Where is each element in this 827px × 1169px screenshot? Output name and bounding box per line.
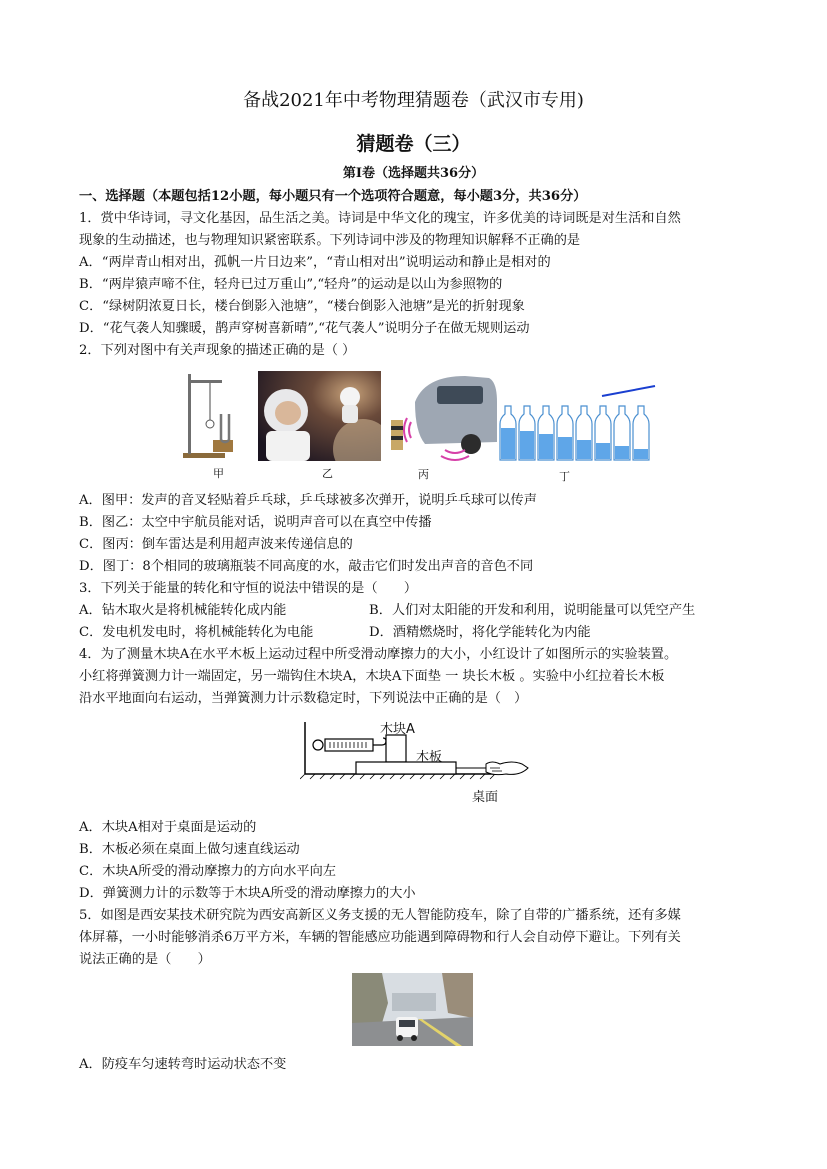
q2-option-b: B．图乙：太空中宇航员能对话，说明声音可以在真空中传播 (79, 515, 432, 530)
q5-option-a: A．防疫车匀速转弯时运动状态不变 (79, 1057, 287, 1072)
q2-option-d: D．图丁：8个相同的玻璃瓶装不同高度的水，敲击它们时发出声音的音色不同 (79, 559, 534, 574)
ultrasonic-wave-icon (404, 418, 411, 442)
q3-option-a: A．钻木取火是将机械能转化成内能 (79, 603, 287, 618)
q3-option-b: B．人们对太阳能的开发和利用，说明能量可以凭空产生 (369, 603, 696, 618)
figure-bing (385, 372, 497, 462)
q4-option-c: C．木块A所受的滑动摩擦力的方向水平向左 (79, 864, 336, 879)
bottle-icon (633, 406, 649, 460)
q4-stem-line-3: 沿水平地面向右运动，当弹簧测力计示数稳定时，下列说法中正确的是（ ） (79, 691, 528, 706)
bottle-icon (519, 406, 535, 460)
q1-option-d: D．“花气袭人知骤暖，鹊声穿树喜新晴”,“花气袭人”说明分子在做无规则运动 (79, 321, 530, 336)
tree-icon (352, 973, 388, 1023)
disinfection-vehicle-photo (352, 973, 473, 1046)
q3-options-row-2 (79, 623, 759, 643)
caption-bing: 丙 (418, 468, 429, 481)
q1-option-b: B．“两岸猿声啼不住，轻舟已过万重山”,“轻舟”的运动是以山为参照物的 (79, 277, 503, 292)
cone-stripe (391, 426, 403, 430)
q3-option-d: D．酒精燃烧时，将化学能转化为内能 (369, 625, 591, 640)
wooden-block-a (386, 735, 406, 762)
figure-yi (258, 371, 381, 461)
figure-jia (183, 368, 253, 460)
q2-stem: 2．下列对图中有关声现象的描述正确的是（ ） (79, 343, 356, 358)
obstacle-cone-icon (391, 420, 403, 450)
exam-title: 备战2021年中考物理猜题卷（武汉市专用) (243, 90, 584, 111)
hook-icon (373, 738, 386, 745)
striking-stick-icon (602, 386, 655, 396)
part-heading: 第Ⅰ卷（选择题共36分） (342, 166, 485, 181)
label-desk: 桌面 (472, 790, 499, 805)
bottle-icon (557, 406, 573, 460)
friction-figure (300, 716, 540, 804)
astronaut-suit (266, 431, 310, 461)
q1-option-c: C．“绿树阴浓夏日长，楼台倒影入池塘”，“楼台倒影入池塘”是光的折射现象 (79, 299, 525, 314)
exam-subtitle: 猜题卷（三） (356, 133, 471, 155)
caption-ding: 丁 (559, 470, 570, 483)
spring-scale-ring-icon (313, 740, 323, 750)
q2-option-a: A．图甲：发声的音叉轻贴着乒乓球，乒乓球被多次弹开，说明乒乓球可以传声 (79, 493, 537, 508)
pingpong-ball-icon (206, 420, 214, 428)
cone-stripe (391, 436, 403, 440)
caption-yi: 乙 (322, 467, 333, 480)
q5-stem-line-1: 5．如图是西安某技术研究院为西安高新区义务支援的无人智能防疫车，除了自带的广播系统，还有多媒 (79, 908, 681, 923)
q5-stem-line-3: 说法正确的是（ ） (79, 952, 211, 967)
tuning-fork-icon (221, 414, 229, 442)
vehicle-wheel (411, 1035, 417, 1041)
vehicle-screen (399, 1020, 415, 1027)
stand-rod (188, 374, 191, 454)
astronaut-icon (340, 387, 360, 407)
q1-stem-line-1: 1．赏中华诗词，寻文化基因，品生活之美。诗词是中华文化的瑰宝，许多优美的诗词既是对生活和自然 (79, 211, 681, 226)
figure-ding (499, 384, 657, 462)
astronaut-face (275, 401, 301, 425)
bottle-icon (595, 406, 611, 460)
q2-option-c: C．图丙：倒车雷达是利用超声波来传递信息的 (79, 537, 353, 552)
buildings (392, 993, 436, 1011)
q4-option-b: B．木板必须在桌面上做匀速直线运动 (79, 842, 300, 857)
bottle-icon (576, 406, 592, 460)
q4-option-a: A．木块A相对于桌面是运动的 (79, 820, 257, 835)
q1-option-a: A．“两岸青山相对出，孤帆一片日边来”，“青山相对出”说明运动和静止是相对的 (79, 255, 551, 270)
bottle-icon (538, 406, 554, 460)
section-heading: 一、选择题（本题包括12小题，每小题只有一个选项符合题意，每小题3分，共36分） (79, 189, 587, 204)
q3-stem: 3．下列关于能量的转化和守恒的说法中错误的是（ ） (79, 581, 418, 596)
stand-arm (188, 380, 222, 383)
q3-option-c: C．发电机发电时，将机械能转化为电能 (79, 625, 314, 640)
astronaut-body (342, 405, 358, 423)
bottle-icon (500, 406, 516, 460)
label-board: 木板 (416, 750, 443, 765)
caption-jia: 甲 (213, 467, 224, 480)
car-rear-window (437, 386, 483, 404)
q3-options-row-1 (79, 601, 759, 621)
q4-stem-line-1: 4．为了测量木块A在水平木板上运动过程中所受滑动摩擦力的大小，小红设计了如图所示的实验装置。 (79, 647, 678, 662)
q4-stem-line-2: 小红将弹簧测力计一端固定，另一端钩住木块A，木块A下面垫 一 块长木板 。实验中小红拉着长木板 (79, 669, 665, 684)
bottle-icon (614, 406, 630, 460)
q1-stem-line-2: 现象的生动描述，也与物理知识紧密联系。下列诗词中涉及的物理知识解释不正确的是 (79, 233, 581, 248)
vehicle-wheel (397, 1035, 403, 1041)
q5-stem-line-2: 体屏幕，一小时能够消杀6万平方米，车辆的智能感应功能遇到障碍物和行人会自动停下避让。下列有关 (79, 930, 681, 945)
q4-option-d: D．弹簧测力计的示数等于木块A所受的滑动摩擦力的大小 (79, 886, 416, 901)
label-block-a: 木块A (380, 722, 415, 737)
